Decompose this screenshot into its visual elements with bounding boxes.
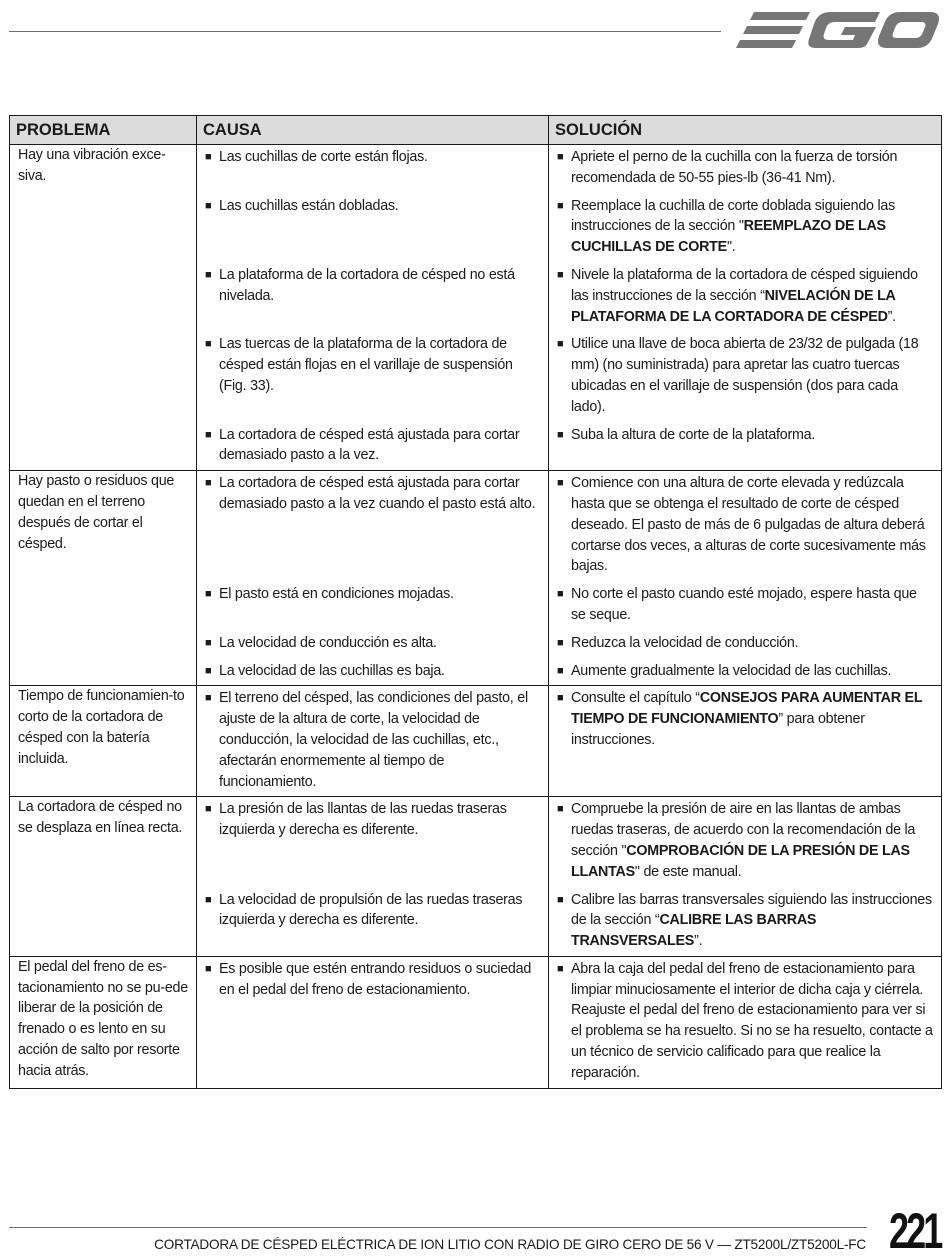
cause-cell bbox=[197, 686, 549, 797]
cause-cell bbox=[197, 956, 549, 1088]
solution-cell bbox=[549, 145, 942, 193]
bullet-square-icon: ■ bbox=[205, 893, 212, 906]
solution-cell bbox=[549, 262, 942, 331]
bullet-square-icon: ■ bbox=[205, 636, 212, 649]
cause-text: El terreno del césped, las condiciones del pasto, el ajuste de la altura de corte, la velocidad de conducción, la velocidad de las cuchillas, etc., afectarán enormemente al tiempo de funcionamiento. bbox=[219, 690, 528, 790]
solution-text-segment: Suba la altura de corte de la plataforma. bbox=[571, 426, 816, 443]
cause-text: La presión de las llantas de las ruedas traseras izquierda y derecha es diferente. bbox=[219, 801, 507, 839]
solution-text-segment: Reemplace la cuchilla de corte doblada siguiendo las instrucciones de la sección " bbox=[571, 197, 895, 235]
solution-text-segment: Abra la caja del pedal del freno de estacionamiento para limpiar minuciosamente el interior de dicha caja y ciérrela. Reajuste el pedal del freno de estacionamiento para ver si el problema se ha resuelto. Si no se ha resuelto, contacte a un técnico de servicio calificado para que realice la reparación. bbox=[571, 960, 933, 1081]
table-row bbox=[10, 471, 942, 581]
bullet-square-icon: ■ bbox=[557, 338, 564, 351]
solution-text-segment: Compruebe la presión de aire en las llantas de ambas ruedas traseras, de acuerdo con la recomendación de la sección " bbox=[571, 801, 916, 859]
table-body bbox=[10, 145, 942, 1089]
solution-text-segment: ” para obtener instrucciones. bbox=[571, 711, 865, 748]
table-row bbox=[10, 797, 942, 887]
bullet-square-icon: ■ bbox=[557, 477, 564, 490]
bullet-square-icon: ■ bbox=[557, 428, 564, 441]
cause-cell bbox=[197, 581, 549, 630]
bullet-square-icon: ■ bbox=[557, 636, 564, 649]
bullet-square-icon: ■ bbox=[557, 893, 564, 906]
top-rule bbox=[9, 31, 721, 32]
solution-cell bbox=[549, 658, 942, 686]
cause-text: Las tuercas de la plataforma de la cortadora de césped están flojas en el varillaje de suspensión (Fig. 33). bbox=[219, 336, 513, 394]
cause-cell bbox=[197, 262, 549, 331]
solution-cell bbox=[549, 797, 942, 887]
solution-cell bbox=[549, 956, 942, 1088]
table-row bbox=[10, 956, 942, 1088]
solution-cell bbox=[549, 686, 942, 797]
problem-cell: Tiempo de funcionamien-to corto de la cortadora de césped con la batería incluida. bbox=[10, 686, 197, 797]
bullet-square-icon: ■ bbox=[205, 962, 212, 975]
bullet-square-icon: ■ bbox=[205, 588, 212, 601]
problem-cell: La cortadora de césped no se desplaza en línea recta. bbox=[10, 797, 197, 957]
solution-section-reference: COMPROBACIÓN DE LA PRESIÓN DE LAS LLANTAS bbox=[571, 842, 910, 880]
cause-text: La cortadora de césped está ajustada para cortar demasiado pasto a la vez. bbox=[219, 426, 520, 464]
problem-cell: Hay una vibración exce-siva. bbox=[10, 145, 197, 471]
solution-text bbox=[571, 890, 935, 952]
bullet-square-icon: ■ bbox=[205, 338, 212, 351]
solution-text-segment: ”. bbox=[887, 308, 896, 325]
solution-cell bbox=[549, 331, 942, 421]
cause-cell bbox=[197, 422, 549, 471]
solution-section-reference: REEMPLAZO DE LAS CUCHILLAS DE CORTE bbox=[571, 218, 886, 256]
solution-text bbox=[571, 959, 935, 1084]
solution-text-segment: Comience con una altura de corte elevada y redúzcala hasta que se obtenga el resultado de corte de césped deseado. El pasto de más de 6 pulgadas de altura deberá cortarse dos veces, a alturas de corte sucesivamente más bajas. bbox=[571, 475, 926, 575]
bottom-rule bbox=[9, 1227, 867, 1228]
cause-text: La velocidad de propulsión de las ruedas traseras izquierda y derecha es diferente. bbox=[219, 891, 523, 929]
solution-text bbox=[571, 633, 935, 654]
solution-text bbox=[571, 688, 935, 750]
cause-text: Las cuchillas están dobladas. bbox=[219, 197, 399, 214]
bullet-square-icon: ■ bbox=[557, 588, 564, 601]
bullet-square-icon: ■ bbox=[205, 199, 212, 212]
bullet-square-icon: ■ bbox=[205, 664, 212, 677]
header-problem: PROBLEMA bbox=[10, 116, 197, 145]
header-solution: SOLUCIÓN bbox=[549, 116, 942, 145]
solution-text bbox=[571, 196, 935, 258]
solution-text bbox=[571, 473, 935, 577]
problem-cell: Hay pasto o residuos que quedan en el terreno después de cortar el césped. bbox=[10, 471, 197, 686]
solution-text-segment: ”. bbox=[694, 933, 703, 950]
bullet-square-icon: ■ bbox=[205, 803, 212, 816]
bullet-square-icon: ■ bbox=[557, 803, 564, 816]
cause-cell bbox=[197, 887, 549, 957]
header-cause: CAUSA bbox=[197, 116, 549, 145]
cause-text: La cortadora de césped está ajustada para cortar demasiado pasto a la vez cuando el pasto está alto. bbox=[219, 475, 536, 512]
solution-section-reference: CONSEJOS PARA AUMENTAR EL TIEMPO DE FUNCIONAMIENTO bbox=[571, 690, 923, 728]
bullet-square-icon: ■ bbox=[205, 428, 212, 441]
table-row bbox=[10, 145, 942, 193]
solution-cell bbox=[549, 581, 942, 630]
cause-cell bbox=[197, 658, 549, 686]
solution-cell bbox=[549, 471, 942, 581]
solution-text-segment: Reduzca la velocidad de conducción. bbox=[571, 634, 799, 651]
solution-text bbox=[571, 265, 935, 327]
bullet-square-icon: ■ bbox=[557, 268, 564, 281]
cause-text: Las cuchillas de corte están flojas. bbox=[219, 149, 428, 165]
footer-title: CORTADORA DE CÉSPED ELÉCTRICA DE ION LITIO CON RADIO DE GIRO CERO DE 56 V — ZT5200L/ZT5200L-FC bbox=[154, 1237, 866, 1252]
solution-cell bbox=[549, 887, 942, 957]
ego-logo-icon bbox=[734, 6, 940, 54]
solution-text-segment: ". bbox=[726, 239, 736, 256]
bullet-square-icon: ■ bbox=[557, 664, 564, 677]
cause-cell bbox=[197, 193, 549, 262]
solution-text bbox=[571, 799, 935, 882]
cause-cell bbox=[197, 471, 549, 581]
bullet-square-icon: ■ bbox=[557, 692, 564, 705]
cause-text: Es posible que estén entrando residuos o suciedad en el pedal del freno de estacionamiento. bbox=[219, 960, 532, 998]
problem-cell: El pedal del freno de es-tacionamiento no se pu-ede liberar de la posición de frenado o es lento en su acción de salto por resorte hacia atrás. bbox=[10, 956, 197, 1088]
solution-text bbox=[571, 147, 935, 189]
table-row bbox=[10, 686, 942, 797]
ego-logo bbox=[734, 6, 940, 54]
solution-text-segment: Nivele la plataforma de la cortadora de césped siguiendo las instrucciones de la sección “ bbox=[571, 266, 918, 304]
cause-cell bbox=[197, 797, 549, 887]
cause-text: El pasto está en condiciones mojadas. bbox=[219, 586, 454, 603]
cause-text: La plataforma de la cortadora de césped no está nivelada. bbox=[219, 266, 515, 304]
solution-text bbox=[571, 661, 935, 682]
solution-text-segment: Apriete el perno de la cuchilla con la fuerza de torsión recomendada de 50-55 pies-lb (36-41 Nm). bbox=[571, 149, 898, 186]
cause-text: La velocidad de las cuchillas es baja. bbox=[219, 662, 445, 679]
cause-cell bbox=[197, 630, 549, 658]
bullet-square-icon: ■ bbox=[557, 151, 564, 163]
solution-text-segment: Aumente gradualmente la velocidad de las cuchillas. bbox=[571, 662, 892, 679]
solution-section-reference: NIVELACIÓN DE LA PLATAFORMA DE LA CORTADORA DE CÉSPED bbox=[571, 287, 896, 325]
bullet-square-icon: ■ bbox=[205, 151, 212, 163]
cause-text: La velocidad de conducción es alta. bbox=[219, 634, 437, 651]
troubleshooting-table bbox=[9, 115, 942, 1089]
solution-text bbox=[571, 425, 935, 446]
bullet-square-icon: ■ bbox=[205, 477, 212, 490]
solution-text-segment: No corte el pasto cuando esté mojado, espere hasta que se seque. bbox=[571, 586, 917, 623]
solution-text-segment: " de este manual. bbox=[634, 863, 742, 880]
bullet-square-icon: ■ bbox=[557, 199, 564, 212]
solution-text bbox=[571, 334, 935, 417]
solution-text-segment: Calibre las barras transversales siguiendo las instrucciones de la sección “ bbox=[571, 891, 932, 929]
solution-cell bbox=[549, 630, 942, 658]
solution-cell bbox=[549, 422, 942, 471]
solution-cell bbox=[549, 193, 942, 262]
solution-text-segment: Consulte el capítulo “ bbox=[571, 690, 700, 707]
bullet-square-icon: ■ bbox=[557, 962, 564, 975]
cause-cell bbox=[197, 145, 549, 193]
bullet-square-icon: ■ bbox=[205, 692, 212, 705]
solution-text bbox=[571, 584, 935, 626]
bullet-square-icon: ■ bbox=[205, 268, 212, 281]
table-header-row bbox=[10, 116, 942, 145]
solution-section-reference: CALIBRE LAS BARRAS TRANSVERSALES bbox=[571, 912, 817, 950]
cause-cell bbox=[197, 331, 549, 421]
solution-text-segment: Utilice una llave de boca abierta de 23/32 de pulgada (18 mm) (no suministrada) para apretar las cuatro tuercas ubicadas en el varillaje de suspensión (dos para cada lado). bbox=[571, 336, 919, 415]
page-number: 221 bbox=[888, 1203, 940, 1259]
